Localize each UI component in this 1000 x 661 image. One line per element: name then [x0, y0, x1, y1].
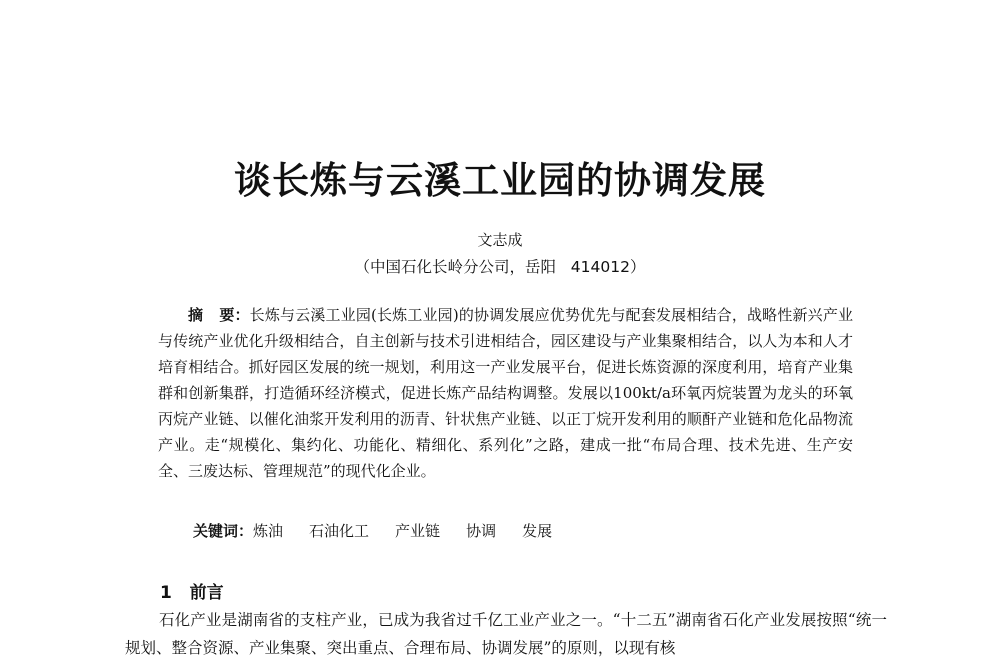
section-title: 前言	[189, 583, 224, 603]
paper-title: 谈长炼与云溪工业园的协调发展	[234, 159, 766, 202]
author-name: 文志成	[477, 231, 523, 249]
keywords	[193, 520, 578, 541]
abstract-label: 摘 要：	[188, 306, 250, 324]
keywords-label: 关键词：	[193, 522, 254, 540]
keyword: 炼油	[253, 522, 284, 540]
abstract-text: 长炼与云溪工业园(长炼工业园)的协调发展应优势优先与配套发展相结合，战略性新兴产业与传统产业优化升级相结合，自主创新与技术引进相结合，园区建设与产业集聚相结合，以人为本和人才培育相结合。抓好园区发展的统一规划，利用这一产业发展平台，促进长炼资源的深度利用，培育产业集群和创新集群，打造循环经济模式，促进长炼产品结构调整。发展以100kt/a环氧丙烷装置为龙头的环氧丙烷产业链、以催化油浆开发利用的沥青、针状焦产业链、以正丁烷开发利用的顺酐产业链和危化品物流产业。走“规模化、集约化、功能化、精细化、系列化”之路，建成一批“布局合理、技术先进、生产安全、三废达标、管理规范”的现代化企业。	[158, 306, 853, 480]
section-heading	[160, 578, 224, 603]
author-affiliation: （中国石化长岭分公司，岳阳 414012）	[354, 258, 646, 276]
keyword: 产业链	[395, 522, 441, 540]
keyword: 石油化工	[309, 522, 370, 540]
keyword: 发展	[522, 522, 553, 540]
section-body-text: 石化产业是湖南省的支柱产业，已成为我省过千亿工业产业之一。“十二五”湖南省石化产业发展按照“统一规划、整合资源、产业集聚、突出重点、合理布局、协调发展”的原则，以现有核	[125, 611, 887, 657]
keyword: 协调	[466, 522, 497, 540]
abstract	[158, 302, 853, 484]
section-number: 1	[160, 583, 172, 603]
